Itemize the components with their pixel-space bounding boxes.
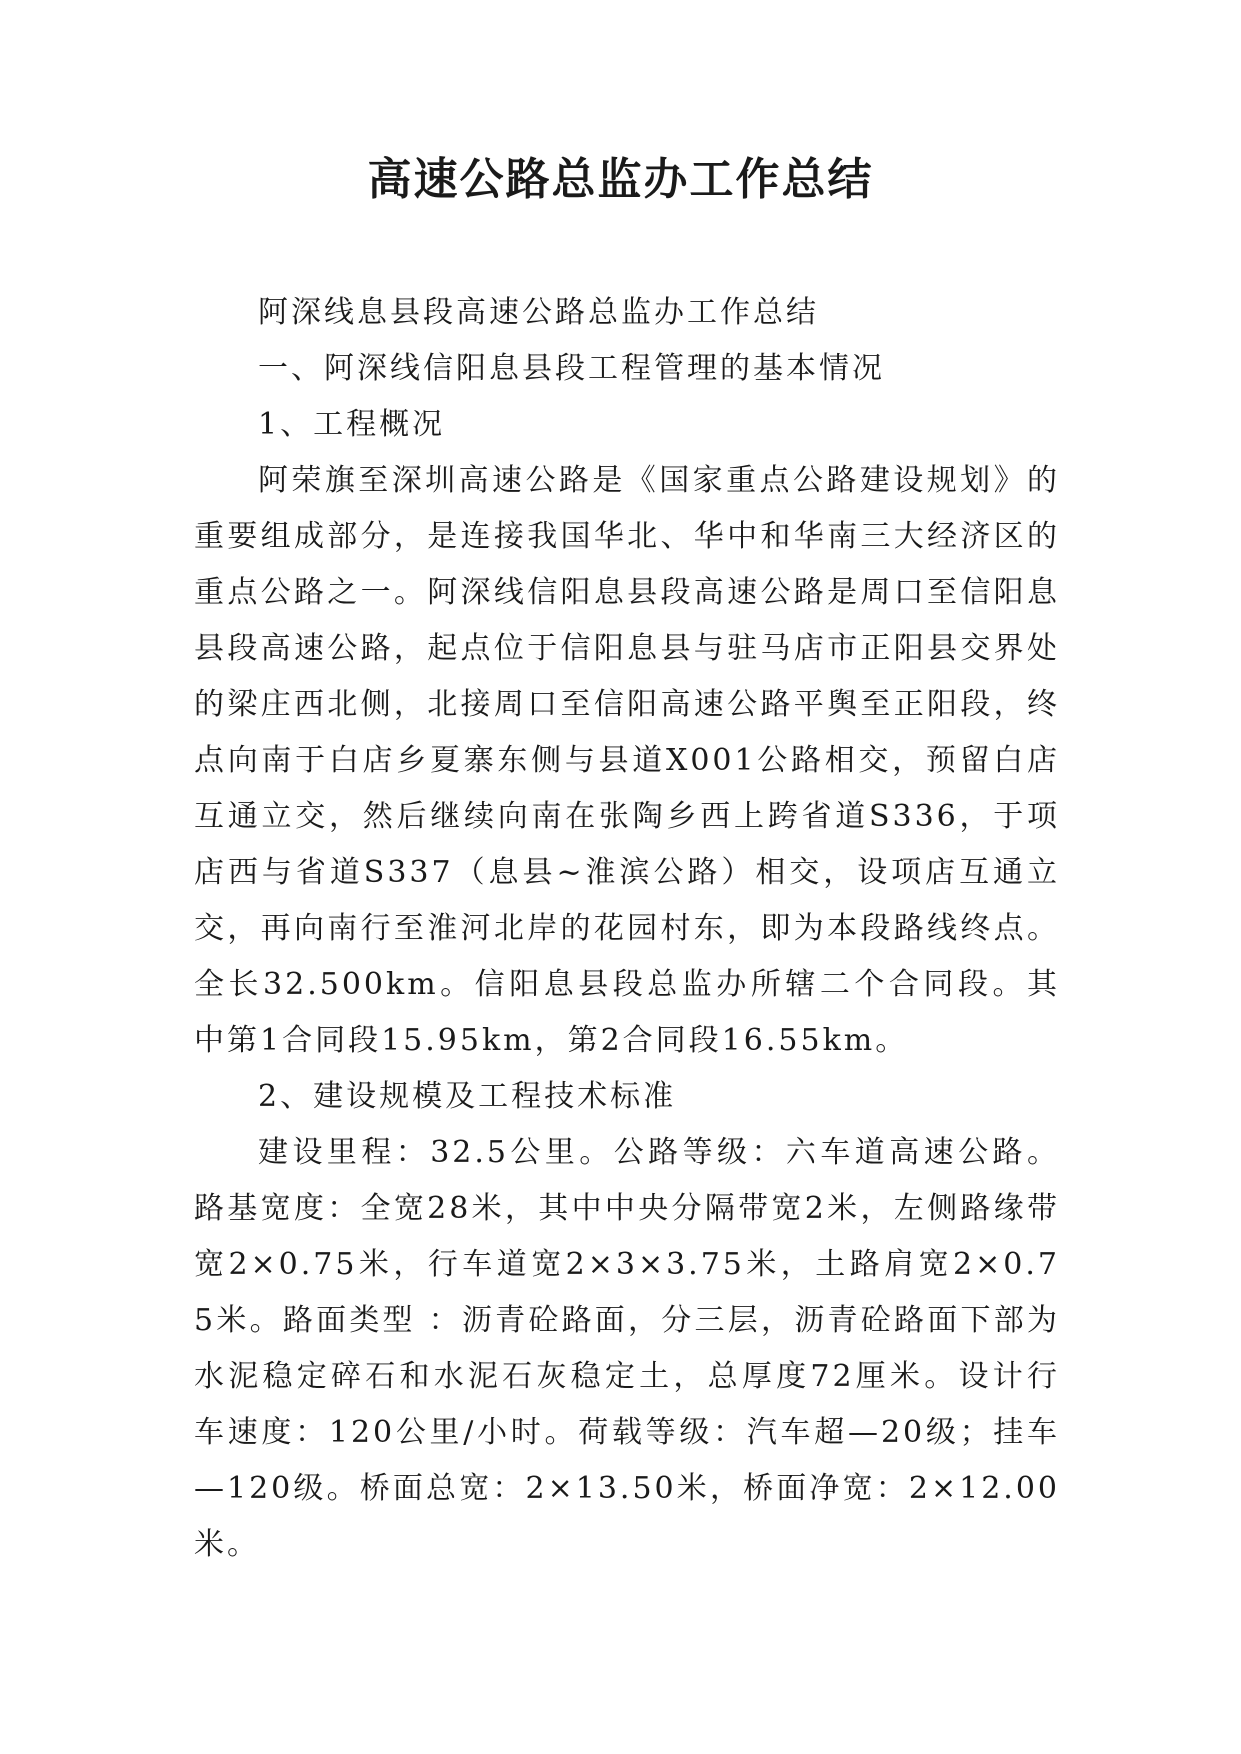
paragraph-technical-standards: 建设里程：32.5公里。公路等级：六车道高速公路。路基宽度：全宽28米，其中中央分隔带宽2米，左侧路缘带宽2×0.75米，行车道宽2×3×3.75米，土路肩宽2×0.75米。路面类型 ：沥青砼路面，分三层，沥青砼路面下部为水泥稳定碎石和水泥石灰稳定土，总厚度72厘米。设计行车速度：120公里/小时。荷载等级：汽车超—20级；挂车—120级。桥面总宽：2×13.50米，桥面净宽：2×12.00米。	[194, 1135, 1060, 1562]
document-title: 高速公路总监办工作总结	[367, 154, 874, 205]
section-heading-1: 一、阿深线信阳息县段工程管理的基本情况	[258, 351, 885, 386]
paragraph-subtitle: 阿深线息县段高速公路总监办工作总结	[258, 295, 819, 330]
document-body	[194, 285, 1060, 1573]
subsection-heading-2: 2、建设规模及工程技术标准	[258, 1079, 677, 1114]
paragraph-project-overview: 阿荣旗至深圳高速公路是《国家重点公路建设规划》的重要组成部分，是连接我国华北、华中和华南三大经济区的重点公路之一。阿深线信阳息县段高速公路是周口至信阳息县段高速公路，起点位于信阳息县与驻马店市正阳县交界处的梁庄西北侧，北接周口至信阳高速公路平舆至正阳段，终点向南于白店乡夏寨东侧与县道X001公路相交，预留白店互通立交，然后继续向南在张陶乡西上跨省道S336，于项店西与省道S337（息县~淮滨公路）相交，设项店互通立交，再向南行至淮河北岸的花园村东，即为本段路线终点。全长32.500km。信阳息县段总监办所辖二个合同段。其中第1合同段15.95km，第2合同段16.55km。	[194, 463, 1060, 1058]
subsection-heading-1: 1、工程概况	[258, 407, 446, 442]
